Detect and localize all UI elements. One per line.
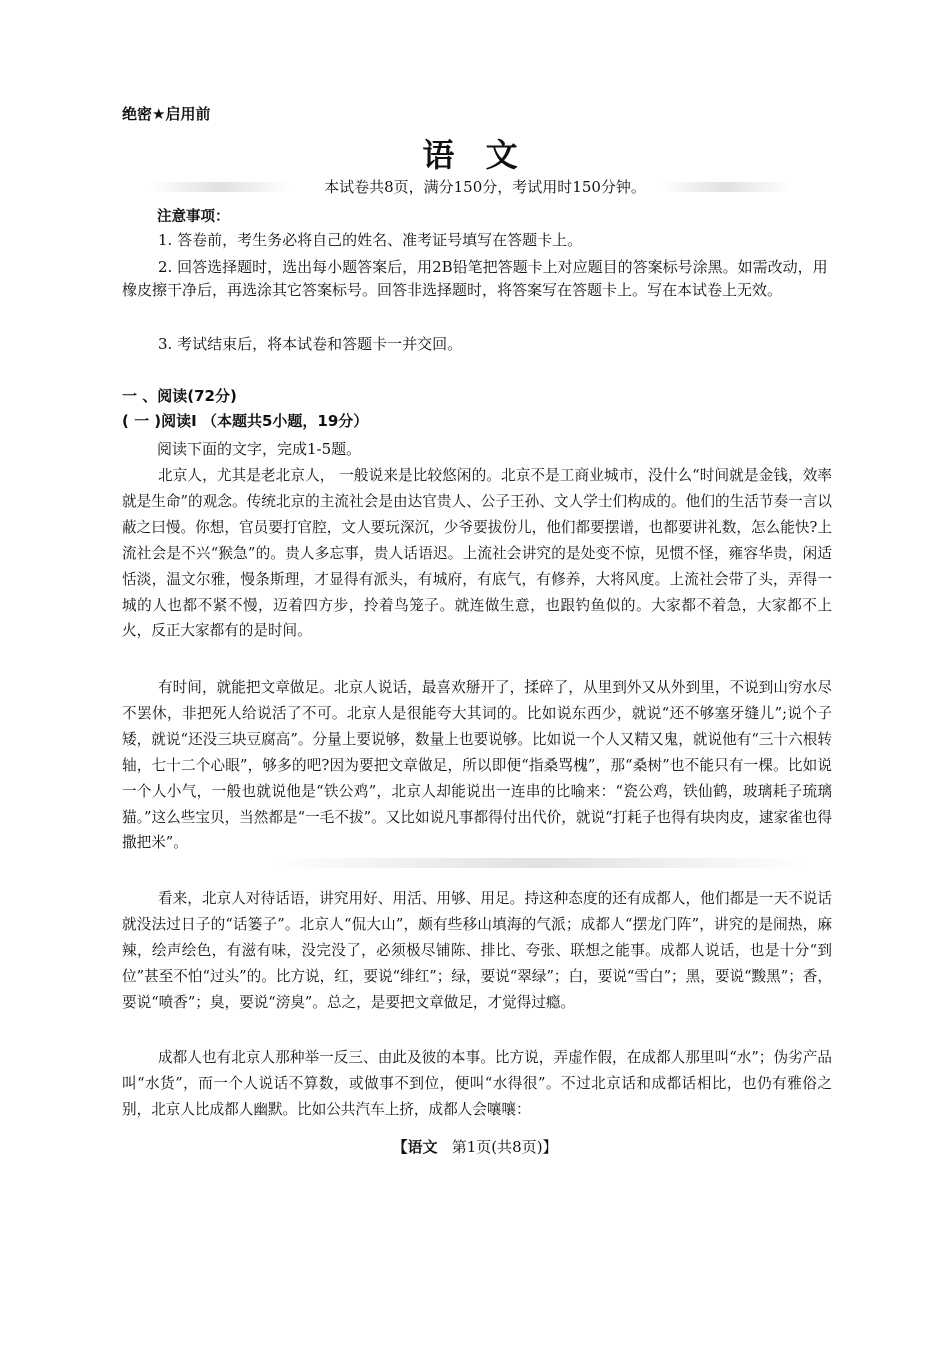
section-title: 一 、阅读(72分) <box>122 387 237 405</box>
scan-smudge <box>270 858 810 868</box>
passage-paragraph: 看来，北京人对待话语，讲究用好、用活、用够、用足。持这种态度的还有成都人，他们都是一天不说话就没法过日子的“话篓子”。北京人“侃大山”，颇有些移山填海的气派；成都人“摆龙门阵”，讲究的是闹热，麻辣，绘声绘色，有滋有味，没完没了，必须极尽铺陈、排比、夸张、联想之能事。成都人说话，也是十分“到位”甚至不怕“过头”的。比方说，红，要说“绯红”；绿，要说“翠绿”；白，要说“雪白”；黑，要说“黢黑”；香，要说“喷香”；臭，要说“滂臭”。总之，是要把文章做足，才觉得过瘾。 <box>122 890 832 1011</box>
passage-paragraph: 成都人也有北京人那种举一反三、由此及彼的本事。比方说，弄虚作假，在成都人那里叫“水”；伪劣产品叫“水货”，而一个人说话不算数，或做事不到位，便叫“水得很”。不过北京话和成都话相比，也仍有雅俗之别，北京人比成都人幽默。比如公共汽车上挤，成都人会嚷嚷： <box>122 1049 832 1118</box>
notice-heading: 注意事项： <box>157 209 230 225</box>
page-title: 语 文 <box>422 136 528 174</box>
subsection-title: ( 一 )阅读Ⅰ （本题共5小题，19分） <box>122 412 369 430</box>
notice-item: 3. 考试结束后，将本试卷和答题卡一并交回。 <box>158 335 463 353</box>
footer-page-number: 第1页(共8页)】 <box>451 1138 558 1156</box>
passage-paragraph: 北京人，尤其是老北京人， 一般说来是比较悠闲的。北京不是工商业城市，没什么“时间就是金钱，效率就是生命”的观念。传统北京的主流社会是由达官贵人、公子王孙、文人学士们构成的。他们的生活节奏一言以蔽之曰慢。你想，官员要打官腔，文人要玩深沉，少爷要拔份儿，他们都要摆谱，也都要讲礼数，怎么能快?上流社会是不兴“猴急”的。贵人多忘事，贵人话语迟。上流社会讲究的是处变不惊，见惯不怪，雍容华贵，闲适恬淡，温文尔雅，慢条斯理，才显得有派头，有城府，有底气，有修养，大将风度。上流社会带了头，弄得一城的人也都不紧不慢，迈着四方步，拎着鸟笼子。就连做生意，也跟钓鱼似的。大家都不着急，大家都不上火，反正大家都有的是时间。 <box>122 467 832 640</box>
exam-info: 本试卷共8页，满分150分，考试用时150分钟。 <box>324 178 646 196</box>
passage-paragraph: 有时间，就能把文章做足。北京人说话，最喜欢掰开了，揉碎了，从里到外又从外到里，不说到山穷水尽不罢休，非把死人给说活了不可。北京人是很能夸大其词的。比如说东西少，就说“还不够塞牙缝儿”;说个子矮，就说“还没三块豆腐高”。分量上要说够，数量上也要说够。比如说一个人又精又鬼，就说他有“三十六根转轴，七十二个心眼”，够多的吧?因为要把文章做足，所以即便“指桑骂槐”，那“桑树”也不能只有一棵。比如说一个人小气，一般也就说他是“铁公鸡”，北京人却能说出一连串的比喻来：“瓷公鸡，铁仙鹤，玻璃耗子琉璃猫。”这么些宝贝，当然都是“一毛不拔”。又比如说凡事都得付出代价，就说“打耗子也得有块肉皮，逮家雀也得撒把米”。 <box>122 679 832 852</box>
footer-subject: 【语文 <box>392 1138 438 1156</box>
reading-instruction: 阅读下面的文字，完成1-5题。 <box>157 440 362 458</box>
notice-item: 1. 答卷前，考生务必将自己的姓名、准考证号填写在答题卡上。 <box>158 231 583 249</box>
notice-item: 2. 回答选择题时，选出每小题答案后，用2B铅笔把答题卡上对应题目的答案标号涂黑。如需改动，用橡皮擦干净后，再选涂其它答案标号。回答非选择题时，将答案写在答题卡上。写在本试卷上无效。 <box>122 258 828 299</box>
page-footer <box>0 1136 950 1157</box>
confidential-label: 绝密★启用前 <box>122 105 211 123</box>
